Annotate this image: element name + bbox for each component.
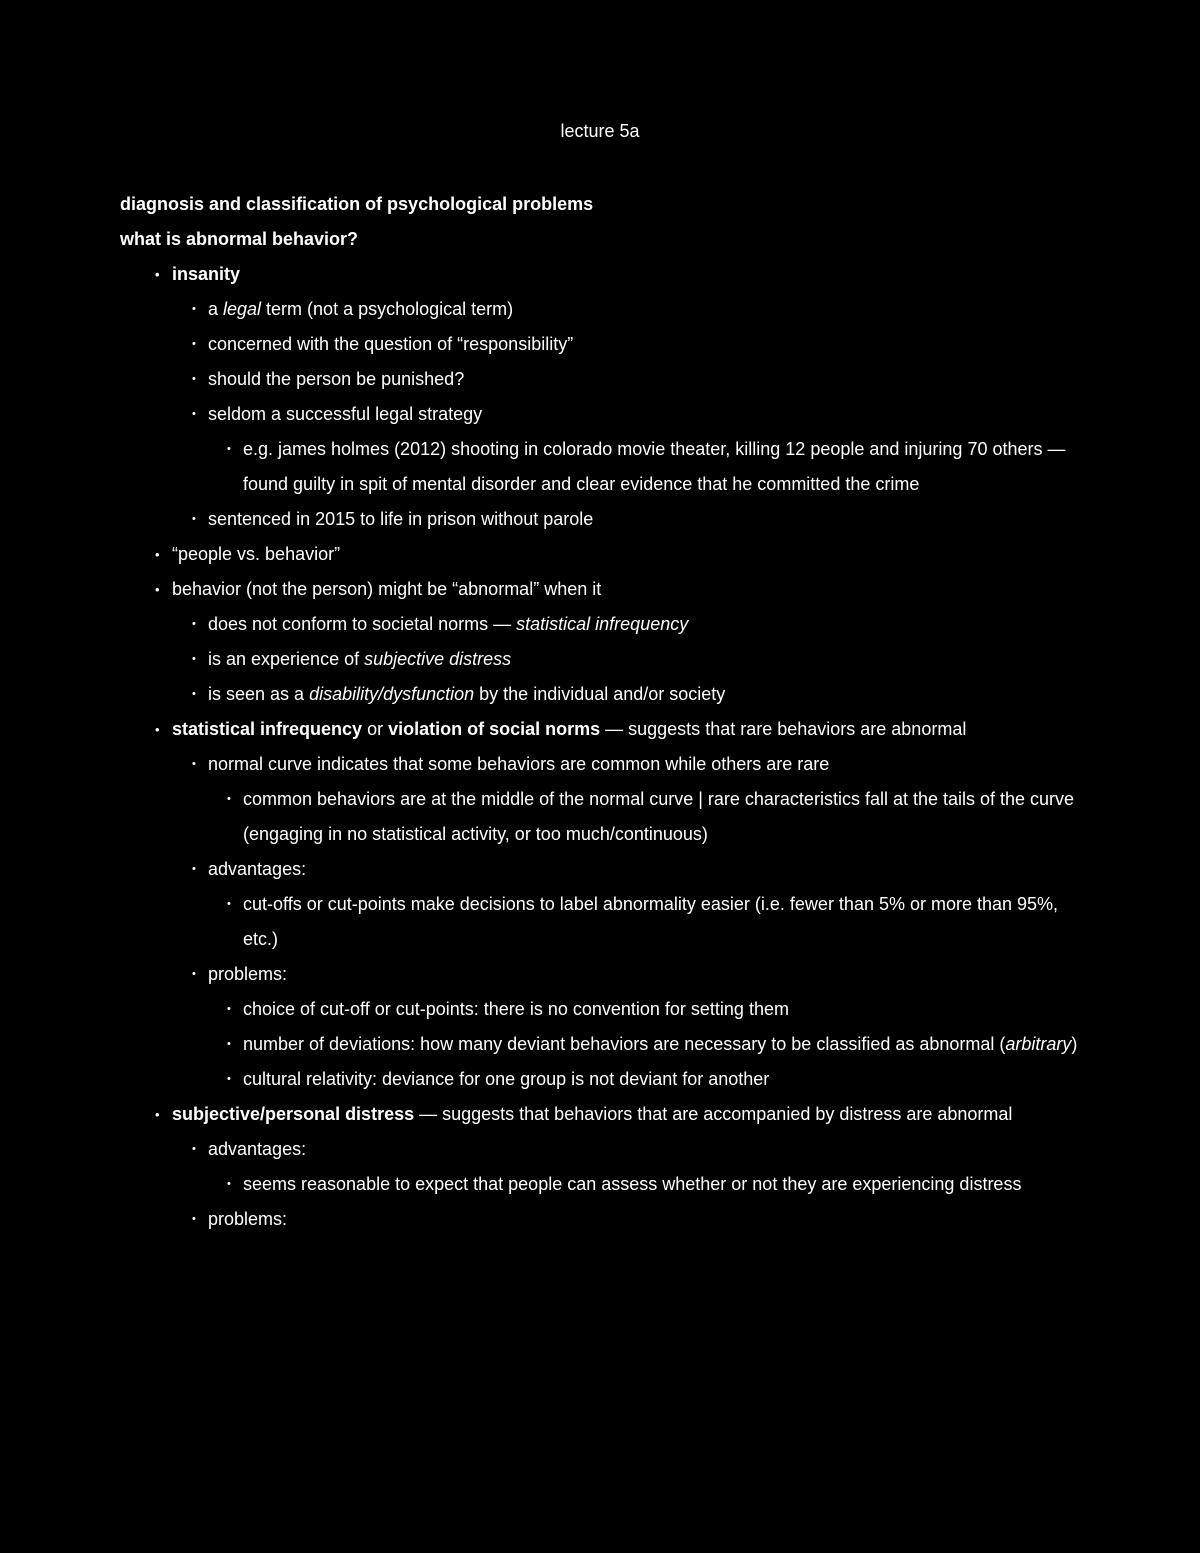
item-label: insanity	[172, 264, 241, 284]
list-item-advantages: • advantages:	[208, 852, 1090, 887]
list-item-insanity	[155, 257, 1090, 292]
list-item-example: • e.g. james holmes (2012) shooting in colorado movie theater, killing 12 people and injuring 70 others — found guilty in spit of mental disorder and clear evidence that he committed the crime	[243, 432, 1090, 502]
list-item-behavior-abnormal: • behavior (not the person) might be “abnormal” when it	[172, 572, 1090, 607]
emphasis-disability: disability/dysfunction	[309, 684, 475, 704]
bullet: •	[227, 793, 231, 805]
list-item-subjective-distress: • is an experience of subjective distress	[208, 642, 1090, 677]
bullet: •	[155, 582, 160, 597]
bullet: •	[192, 653, 196, 665]
bullet: •	[227, 1003, 231, 1015]
section-heading: diagnosis and classification of psychological problems	[120, 194, 594, 214]
list-item-legal-term: • a legal term (not a psychological term)	[208, 292, 1090, 327]
bullet: •	[192, 1143, 196, 1155]
bullet: •	[155, 267, 160, 282]
bullet: •	[155, 722, 160, 737]
bullet: •	[192, 408, 196, 420]
bullet: •	[155, 1107, 160, 1122]
notes-content	[120, 187, 1090, 1237]
bullet: •	[192, 968, 196, 980]
page-title: lecture 5a	[560, 121, 640, 141]
bullet: •	[192, 1213, 196, 1225]
bullet: •	[192, 688, 196, 700]
bullet: •	[227, 898, 231, 910]
list-item-disability: • is seen as a disability/dysfunction by the individual and/or society	[208, 677, 1090, 712]
emphasis-subjective-distress: subjective distress	[364, 649, 512, 669]
subsection-heading: what is abnormal behavior?	[120, 229, 359, 249]
list-item-cutoffs: • cut-offs or cut-points make decisions to label abnormality easier (i.e. fewer than 5% or more than 95%, etc.)	[243, 887, 1090, 957]
bullet: •	[192, 758, 196, 770]
list-item-punished: • should the person be punished?	[208, 362, 1090, 397]
list-item-statistical-infrequency: • statistical infrequency or violation of social norms — suggests that rare behaviors are abnormal	[172, 712, 1090, 747]
list-item-conform: • does not conform to societal norms — statistical infrequency	[208, 607, 1090, 642]
bullet: •	[227, 1073, 231, 1085]
list-item-deviations: • number of deviations: how many deviant behaviors are necessary to be classified as abnormal (arbitrary)	[243, 1027, 1090, 1062]
emphasis-legal: legal	[223, 299, 262, 319]
list-item-subjective-personal-distress: • subjective/personal distress — suggests that behaviors that are accompanied by distress are abnormal	[172, 1097, 1090, 1132]
list-item-choice: • choice of cut-off or cut-points: there is no convention for setting them	[243, 992, 1090, 1027]
list-item-problems: • problems:	[208, 957, 1090, 992]
bullet: •	[192, 618, 196, 630]
list-item-sentenced: • sentenced in 2015 to life in prison without parole	[208, 502, 1090, 537]
bullet: •	[192, 513, 196, 525]
emphasis-arbitrary: arbitrary	[1005, 1034, 1072, 1054]
list-item-advantages-2: • advantages:	[208, 1132, 1090, 1167]
list-item-problems-2: • problems:	[208, 1202, 1090, 1237]
list-item-normal-curve: • normal curve indicates that some behaviors are common while others are rare	[208, 747, 1090, 782]
bullet: •	[155, 547, 160, 562]
list-item-reasonable: • seems reasonable to expect that people can assess whether or not they are experiencing distress	[243, 1167, 1090, 1202]
list-item-seldom: • seldom a successful legal strategy	[208, 397, 1090, 432]
emphasis-statistical-infrequency: statistical infrequency	[516, 614, 689, 634]
bullet: •	[192, 303, 196, 315]
bullet: •	[227, 1178, 231, 1190]
bullet: •	[192, 373, 196, 385]
list-item-common-behaviors: • common behaviors are at the middle of the normal curve | rare characteristics fall at the tails of the curve (engaging in no statistical activity, or too much/continuous)	[243, 782, 1090, 852]
bullet: •	[227, 443, 231, 455]
bullet: •	[192, 863, 196, 875]
bullet: •	[227, 1038, 231, 1050]
list-item-cultural: • cultural relativity: deviance for one group is not deviant for another	[243, 1062, 1090, 1097]
list-item-people-vs-behavior: • “people vs. behavior”	[172, 537, 1090, 572]
bullet: •	[192, 338, 196, 350]
list-item-responsibility: • concerned with the question of “responsibility”	[208, 327, 1090, 362]
